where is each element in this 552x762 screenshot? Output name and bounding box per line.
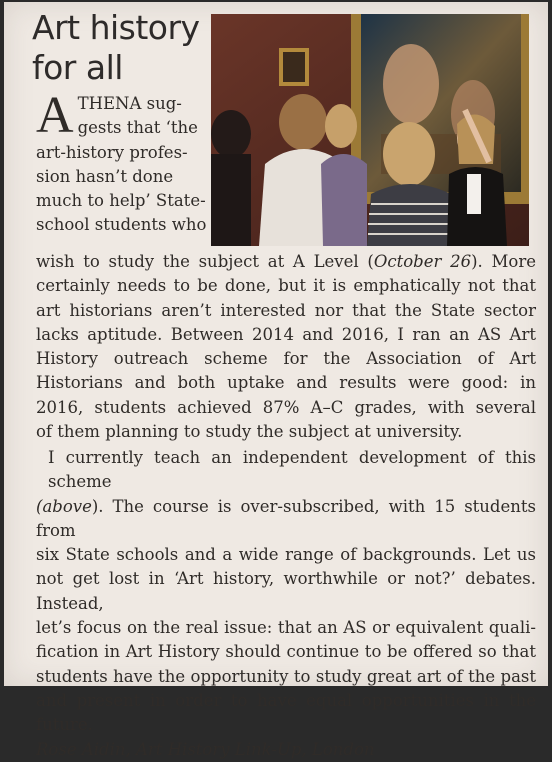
drop-cap: A (36, 87, 74, 144)
paragraph-1-line-5: History outreach scheme for the Association of Art (36, 349, 536, 369)
paragraph-2-line-6: fication in Art History should continue to be offered so that (36, 642, 536, 662)
paragraph-1-line-3: art historians aren’t interested nor that the State sector (36, 300, 536, 320)
paragraph-1-line-7: 2016, students achieved 87% A–C grades, with several (36, 397, 536, 417)
paragraph-2-line-8: and present in order to have equal opportunities in the future. (36, 690, 536, 735)
column-line-6: school students who (36, 215, 207, 235)
paragraph-1 (36, 250, 536, 444)
gallery-photo (211, 14, 529, 246)
paragraph-1-line-8: of them planning to study the subject at university. (36, 422, 463, 442)
above-reference: above (42, 496, 92, 516)
paragraph-1-line-4: lacks aptitude. Between 2014 and 2016, I ran an AS Art (36, 324, 536, 344)
paragraph-2-line-7: students have the opportunity to study great art of the past (36, 666, 536, 686)
signature: Rose Aidin, Art History Link-Up, London (36, 739, 375, 759)
paragraph-2-line-3: six State schools and a wide range of backgrounds. Let us (36, 545, 536, 565)
headline-line-2: for all (32, 48, 123, 87)
column-line-5: much to help’ State- (36, 191, 206, 211)
paragraph-1-line-2: certainly needs to be done, but it is emphatically not that (36, 276, 536, 296)
headline (32, 8, 212, 88)
column-line-3: art-history profes- (36, 142, 188, 162)
column-line-2: gests that ‘the (77, 118, 198, 138)
date-reference: October 26 (373, 252, 472, 271)
paragraph-2-line-5: let’s focus on the real issue: that an AS or equivalent quali- (36, 618, 536, 638)
paragraph-1-line-6: Historians and both uptake and results were good: in (36, 373, 536, 393)
column-line-1: THENA sug- (77, 94, 182, 113)
paragraph-2-line-1: I currently teach an independent development of this scheme (48, 448, 536, 492)
paragraph-2-line-2: (above). The course is over-subscribed, with 15 students from (36, 496, 536, 540)
gallery-photo-illustration (211, 14, 529, 246)
paragraph-1-line-1: wish to study the subject at A Level (October 26). More (36, 252, 536, 271)
narrow-column (36, 87, 207, 238)
column-line-4: sion hasn’t done (36, 166, 174, 186)
headline-line-1: Art history (32, 8, 200, 47)
paragraph-2 (36, 446, 536, 762)
paragraph-2-line-4: not get lost in ‘Art history, worthwhile or not?’ debates. Instead, (36, 569, 536, 613)
magazine-page (4, 2, 548, 759)
